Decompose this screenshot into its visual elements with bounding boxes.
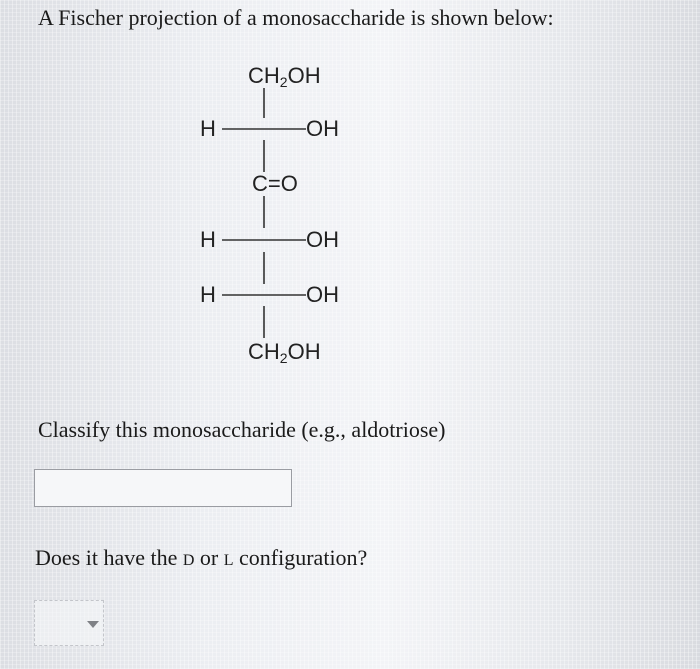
chevron-down-icon (87, 621, 99, 628)
carbonyl-group: C=O (252, 171, 298, 196)
question-title: A Fischer projection of a monosaccharide is shown below: (38, 5, 554, 30)
bottom-group: $CH_2OH$ (248, 339, 321, 366)
top-group: $CH_2OH$ (248, 63, 321, 90)
row1-left: H (200, 116, 216, 141)
configuration-select[interactable] (34, 600, 104, 646)
configuration-question: Does it have the D or L configuration? (35, 545, 368, 570)
d-letter: D (182, 552, 195, 569)
row3-right: OH (306, 227, 339, 252)
row4-right: OH (306, 282, 339, 307)
row3-left: H (200, 227, 216, 252)
row1-right: OH (306, 116, 339, 141)
classify-input[interactable] (34, 469, 292, 507)
classify-label: Classify this monosaccharide (e.g., aldotriose) (38, 417, 446, 442)
row4-left: H (200, 282, 216, 307)
l-letter: L (223, 552, 234, 569)
